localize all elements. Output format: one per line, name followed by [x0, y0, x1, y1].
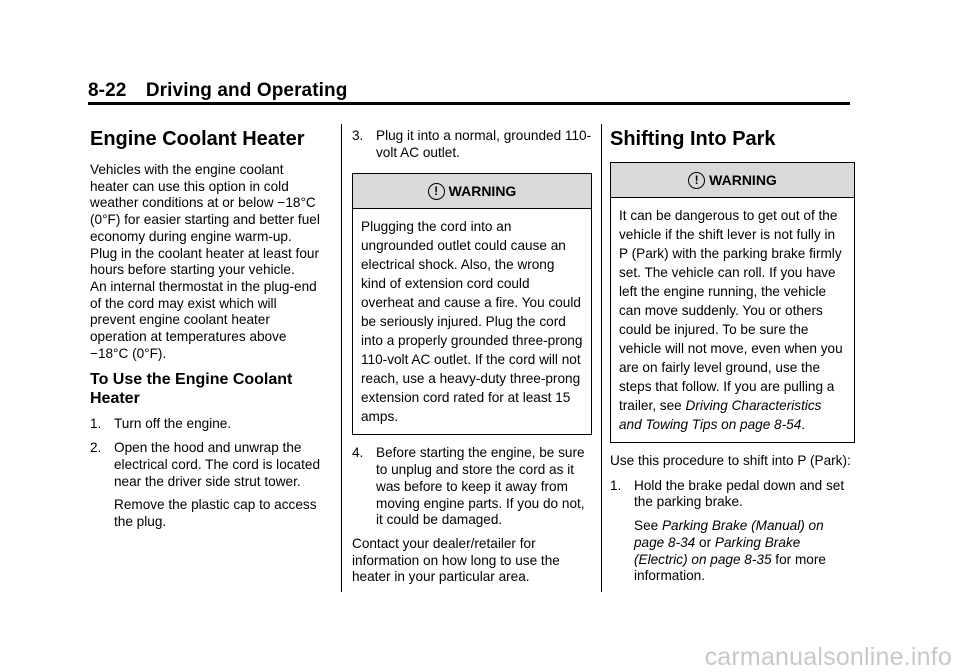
see-text: See — [634, 518, 662, 534]
subsection-heading: To Use the Engine Coolant Heater — [90, 371, 293, 408]
or-text: or — [695, 534, 715, 550]
cross-reference-link[interactable]: Driving Characteristics and Towing Tips on page 8-54 — [619, 398, 822, 432]
contact-paragraph: Contact your dealer/retailer for information on how long to use the heater in your particular area. — [352, 535, 560, 585]
list-item — [90, 440, 322, 490]
step-text: Open the hood and unwrap the electrical cord. The cord is located near the driver side strut tower. — [114, 440, 321, 489]
warning-header — [353, 174, 591, 209]
column-1 — [90, 126, 322, 531]
list-item — [352, 128, 592, 161]
step-number: 3. — [352, 128, 364, 143]
more-text: for more information. — [634, 551, 826, 584]
step-number: 1. — [90, 416, 102, 432]
cross-reference-link[interactable]: Parking Brake (Electric) on page 8-35 — [634, 534, 801, 567]
header-rule — [88, 102, 850, 105]
step-text: Plug it into a normal, grounded 110-volt AC outlet. — [376, 128, 592, 160]
warning-header — [611, 163, 854, 198]
list-item — [90, 416, 322, 433]
section-heading: Shifting Into Park — [610, 128, 776, 150]
column-3 — [610, 126, 855, 585]
procedure-paragraph: Use this procedure to shift into P (Park): — [610, 453, 851, 468]
step-number: 1. — [610, 477, 622, 493]
warning-body — [611, 198, 854, 442]
section-heading: Engine Coolant Heater — [90, 128, 305, 150]
column-2 — [352, 128, 592, 586]
warning-icon: ! — [688, 172, 705, 189]
warning-title: WARNING — [448, 183, 517, 200]
page-number: 8-22 — [88, 80, 127, 101]
step-text: Before starting the engine, be sure to unplug and store the cord as it was before to keep it away from moving engine parts. If you do not, it could be damaged. — [376, 445, 585, 528]
watermark: carmanualsonline.info — [704, 643, 952, 671]
column-divider — [601, 124, 602, 592]
warning-title: WARNING — [709, 172, 777, 188]
warning-body — [353, 209, 591, 434]
step-number: 4. — [352, 445, 364, 461]
warning-box — [352, 173, 592, 435]
step-note — [610, 518, 855, 585]
list-item — [352, 445, 592, 529]
step-number: 2. — [90, 440, 102, 456]
list-item — [610, 478, 855, 511]
column-divider — [341, 124, 342, 592]
warning-text — [619, 206, 846, 434]
warning-box — [610, 162, 855, 443]
warning-text-main: It can be dangerous to get out of the vehicle if the shift lever is not fully in P (Park) with the parking brake firmly set. The vehicle can roll. If you have left the engine running, the vehicle can move suddenly. You or others could be injured. To be sure the vehicle will not move, even when you are on fairly level ground, use the steps that follow. If you are pulling a trailer, see — [619, 208, 843, 413]
thermostat-paragraph: An internal thermostat in the plug-end of the cord may exist which will prevent engine coolant heater operation at temperatures above −18°C (0°F). — [90, 278, 317, 361]
warning-text-end: . — [801, 417, 806, 432]
step-note: Remove the plastic cap to access the plug. — [114, 497, 317, 529]
section-title: Driving and Operating — [145, 80, 348, 101]
step-text: Turn off the engine. — [114, 416, 232, 432]
warning-icon: ! — [428, 183, 445, 200]
step-text: Hold the brake pedal down and set the parking brake. — [634, 477, 845, 510]
warning-text: Plugging the cord into an ungrounded outlet could cause an electrical shock. Also, the wrong kind of extension cord could overheat and cause a fire. You could be seriously injured. Plug the cord into a properly grounded three-prong 110-volt AC outlet. If the cord will not reach, use a heavy-duty three-prong extension cord rated for at least 15 amps. — [361, 219, 583, 425]
cross-reference-link[interactable]: Parking Brake (Manual) on page 8-34 — [634, 518, 824, 550]
page-header — [88, 80, 347, 102]
intro-paragraph: Vehicles with the engine coolant heater can use this option in cold weather conditions at or below −18°C (0°F) for easier starting and better fuel economy during engine warm-up. Plug in the coolant heater at least four hours before starting your vehicle. — [90, 162, 320, 278]
